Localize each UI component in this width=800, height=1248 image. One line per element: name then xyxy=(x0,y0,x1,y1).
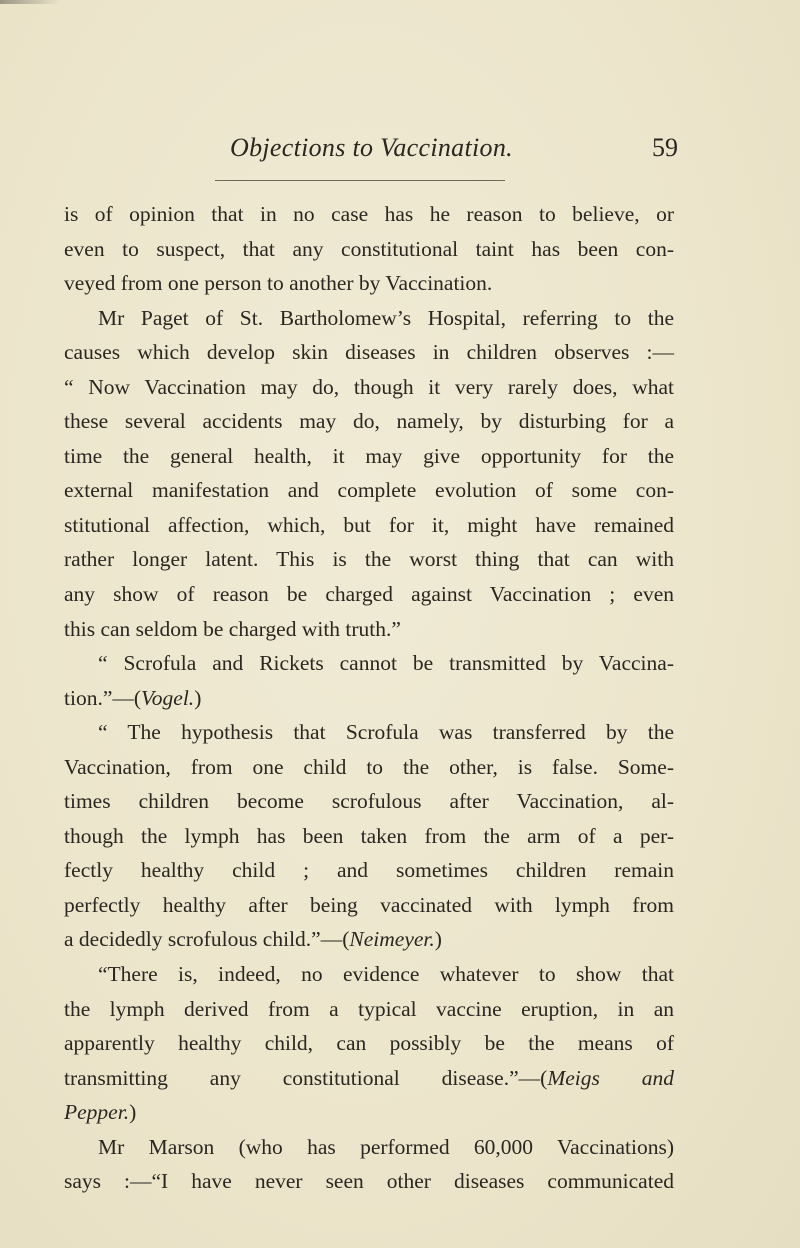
text-line: veyed from one person to another by Vaccination. xyxy=(64,271,493,296)
text-line: this can seldom be charged with truth.” xyxy=(64,616,401,641)
line-text: ) xyxy=(434,927,442,952)
text-line: “ The hypothesis that Scrofula was transferred by the xyxy=(98,720,674,745)
running-title: Objections to Vaccination. xyxy=(230,133,513,162)
text-line xyxy=(64,922,674,957)
text-line: Mr Paget of St. Bartholomew’s Hospital, referring to the xyxy=(98,305,674,330)
text-line: perfectly healthy after being vaccinated with lymph from xyxy=(64,892,674,917)
text-line: the lymph derived from a typical vaccine eruption, in an xyxy=(64,996,674,1021)
header-rule xyxy=(215,180,505,181)
text-line: causes which develop skin diseases in children observes :— xyxy=(64,340,674,365)
text-line: these several accidents may do, namely, by disturbing for a xyxy=(64,409,674,434)
body-text xyxy=(64,197,674,1199)
citation: Vogel. xyxy=(141,685,195,710)
text-line: says :—“I have never seen other diseases communicated xyxy=(64,1169,674,1194)
text-line xyxy=(64,681,674,716)
text-line: “There is, indeed, no evidence whatever to show that xyxy=(98,962,674,987)
text-line: time the general health, it may give opportunity for the xyxy=(64,443,674,468)
citation: Pepper. xyxy=(64,1100,130,1125)
text-line: external manifestation and complete evolution of some con- xyxy=(64,478,674,503)
citation: Meigs and xyxy=(547,1065,674,1090)
text-line: though the lymph has been taken from the arm of a per- xyxy=(64,823,674,848)
text-line: is of opinion that in no case has he reason to believe, or xyxy=(64,202,674,226)
text-line: “ Now Vaccination may do, though it very rarely does, what xyxy=(64,374,674,399)
text-line: “ Scrofula and Rickets cannot be transmitted by Vaccina- xyxy=(98,651,674,676)
text-line xyxy=(64,1095,674,1130)
text-line: apparently healthy child, can possibly be the means of xyxy=(64,1031,674,1056)
text-line: times children become scrofulous after Vaccination, al- xyxy=(64,789,674,814)
text-line: even to suspect, that any constitutional taint has been con- xyxy=(64,236,674,261)
line-text: ) xyxy=(194,685,202,710)
line-text: transmitting any constitutional disease.”—( xyxy=(64,1065,548,1090)
citation: Neimeyer. xyxy=(349,927,435,952)
text-line: any show of reason be charged against Vaccination ; even xyxy=(64,582,674,607)
page-number: 59 xyxy=(652,133,678,162)
page-header xyxy=(230,133,690,173)
text-line: Mr Marson (who has performed 60,000 Vaccinations) xyxy=(98,1134,674,1159)
text-line xyxy=(64,1061,674,1096)
text-line: Vaccination, from one child to the other, is false. Some- xyxy=(64,754,674,779)
page-edge-mark xyxy=(0,0,60,4)
text-line: stitutional affection, which, but for it, might have remained xyxy=(64,512,674,537)
text-line: fectly healthy child ; and sometimes children remain xyxy=(64,858,674,883)
line-text: tion.”—( xyxy=(64,685,142,710)
line-text: ) xyxy=(129,1100,137,1125)
line-text: a decidedly scrofulous child.”—( xyxy=(64,927,350,952)
text-line: rather longer latent. This is the worst thing that can with xyxy=(64,547,674,572)
